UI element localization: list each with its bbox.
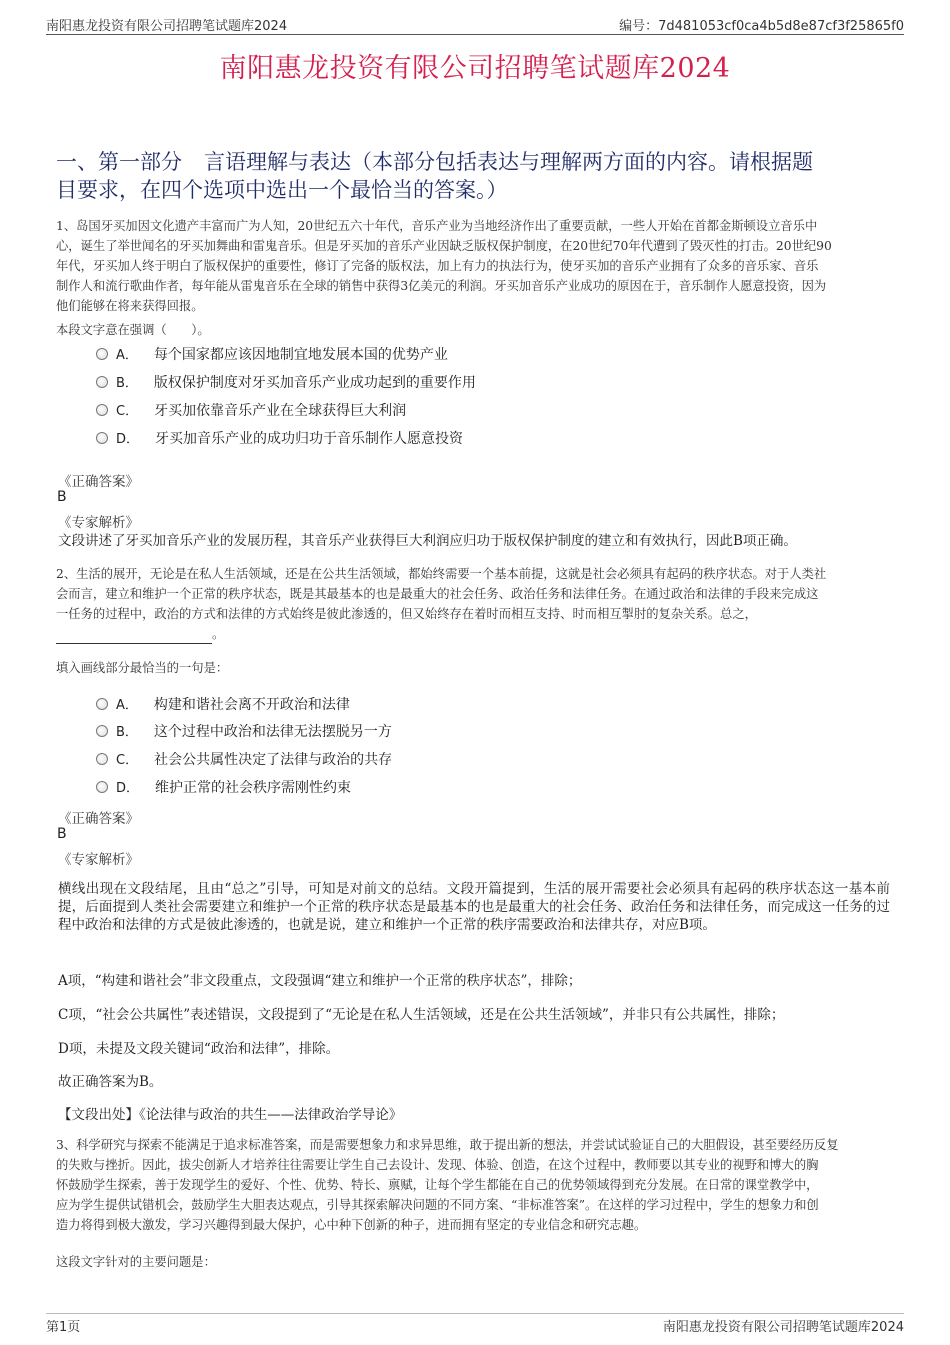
question-1-answer: B [57, 489, 67, 505]
analysis-point-a: A项，“构建和谐社会”非文段重点，文段强调“建立和维护一个正常的秩序状态”，排除； [58, 973, 582, 989]
option-text: 牙买加音乐产业的成功归功于音乐制作人愿意投资 [155, 431, 464, 447]
question-2-analysis: 横线出现在文段结尾，且由“总之”引导，可知是对前文的总结。文段开篇提到，生活的展开需要社会必须具有起码的秩序状态这一基本前提，后面提到人类社会需要建立和维护一个正常的秩序状态是最基本的也是最重大的社会任务、政治任务和法律任务，而完成这一任务的过程中政治和法律的方式是彼此渗透的，也就是说，建立和维护一个正常的秩序需要政治和法律共存，对应B项。 [58, 881, 890, 933]
passage-line: 一任务的过程中，政治的方式和法律的方式始终是彼此渗透的，但又始终存在着时而相互支持、时而相互掣肘的复杂关系。总之， [56, 607, 757, 621]
question-1-analysis-label: 《专家解析》 [58, 515, 139, 531]
question-2-answer: B [57, 826, 67, 842]
question-2-prompt: 填入画线部分最恰当的一句是： [56, 661, 229, 675]
option-text: 这个过程中政治和法律无法摆脱另一方 [153, 724, 392, 740]
passage-line: 年代，牙买加人终于明白了版权保护的重要性，修订了完备的版权法，加上有力的执法行为，使牙买加的音乐产业拥有了众多的音乐家、音乐 [56, 259, 819, 273]
section-number: 一、第一部分 [56, 150, 182, 174]
radio-button-icon[interactable] [96, 404, 108, 416]
question-1-option-d[interactable] [96, 428, 463, 450]
option-letter: B． [116, 376, 138, 391]
question-1-passage [56, 216, 888, 316]
question-1-analysis: 文段讲述了牙买加音乐产业的发展历程，其音乐产业获得巨大利润应归功于版权保护制度的建立和有效执行，因此B项正确。 [58, 533, 797, 549]
option-letter: C． [116, 753, 139, 768]
passage-line: 造力将得到极大激发，学习兴趣得到最大保护，心中种下创新的种子，进而拥有坚定的专业信念和研究志趣。 [56, 1218, 647, 1232]
question-1-prompt: 本段文字意在强调（ ）。 [56, 323, 210, 337]
section-text-line1: 言语理解与表达（本部分包括表达与理解两方面的内容。请根据题 [204, 150, 813, 174]
footer-doc-name: 南阳惠龙投资有限公司招聘笔试题库2024 [662, 1320, 904, 1335]
radio-button-icon[interactable] [96, 781, 108, 793]
option-letter: D． [116, 432, 140, 447]
question-3-prompt: 这段文字针对的主要问题是： [56, 1255, 216, 1269]
question-1-option-a[interactable] [96, 344, 448, 366]
option-letter: A． [116, 348, 138, 363]
option-text: 社会公共属性决定了法律与政治的共存 [154, 752, 393, 768]
question-2-analysis-label: 《专家解析》 [58, 852, 139, 868]
question-3-passage [56, 1135, 888, 1235]
option-letter: C． [116, 404, 139, 419]
passage-line: 3、科学研究与探索不能满足于追求标准答案，而是需要想象力和求异思维，敢于提出新的想法，并尝试试验证自己的大胆假设，甚至要经历反复 [56, 1138, 839, 1152]
question-2-answer-label: 《正确答案》 [58, 811, 139, 827]
running-footer [46, 1313, 904, 1336]
question-2-passage [56, 564, 888, 644]
question-2-option-a[interactable] [96, 694, 350, 716]
passage-source: 【文段出处】《论法律与政治的共生——法律政治学导论》 [58, 1107, 403, 1123]
question-1-answer-label: 《正确答案》 [58, 474, 139, 490]
radio-button-icon[interactable] [96, 753, 108, 765]
passage-line: 制作人和流行歌曲作者，每年能从雷鬼音乐在全球的销售中获得3亿美元的利润。牙买加音乐产业成功的原因在于，音乐制作人愿意投资，因为 [56, 279, 827, 293]
option-text: 构建和谐社会离不开政治和法律 [153, 697, 350, 713]
option-letter: B． [116, 725, 138, 740]
analysis-point-d: D项，未提及文段关键词“政治和法律”，排除。 [58, 1041, 340, 1057]
radio-button-icon[interactable] [96, 432, 108, 444]
passage-line [56, 624, 888, 644]
radio-button-icon[interactable] [96, 376, 108, 388]
passage-line: 1、岛国牙买加因文化遗产丰富而广为人知，20世纪五六十年代，音乐产业为当地经济作出了重要贡献，一些人开始在首都金斯顿设立音乐中 [56, 219, 818, 233]
question-2-option-c[interactable] [96, 749, 392, 771]
option-text: 版权保护制度对牙买加音乐产业成功起到的重要作用 [153, 375, 476, 391]
blank-end-punctuation: 。 [212, 627, 225, 641]
passage-line: 怀鼓励学生探索，善于发现学生的爱好、个性、优势、特长、禀赋，让每个学生都能在自己的优势领域得到充分发展。在日常的课堂教学中， [56, 1178, 819, 1192]
passage-line: 他们能够在将来获得回报。 [56, 299, 204, 313]
option-text: 每个国家都应该因地制宜地发展本国的优势产业 [153, 347, 448, 363]
section-text-line2: 目要求，在四个选项中选出一个最恰当的答案。） [56, 178, 508, 202]
passage-line: 2、生活的展开，无论是在私人生活领域，还是在公共生活领域，都始终需要一个基本前提，这就是社会必须具有起码的秩序状态。对于人类社 [56, 567, 827, 581]
radio-button-icon[interactable] [96, 348, 108, 360]
passage-line: 心，诞生了举世闻名的牙买加舞曲和雷鬼音乐。但是牙买加的音乐产业因缺乏版权保护制度，在20世纪70年代遭到了毁灭性的打击。20世纪90 [56, 239, 832, 253]
document-title: 南阳惠龙投资有限公司招聘笔试题库2024 [219, 53, 731, 84]
question-2-option-d[interactable] [96, 777, 351, 799]
option-text: 维护正常的社会秩序需刚性约束 [155, 780, 352, 796]
option-letter: D． [116, 781, 140, 796]
question-1-option-c[interactable] [96, 400, 406, 422]
analysis-conclusion: 故正确答案为B。 [58, 1074, 163, 1090]
running-header [46, 14, 904, 35]
passage-line: 会而言，建立和维护一个正常的秩序状态，既是其最基本的也是最重大的社会任务、政治任务和法律任务。在通过政治和法律的手段来完成这 [56, 587, 819, 601]
analysis-point-c: C项，“社会公共属性”表述错误，文段提到了“无论是在私人生活领域，还是在公共生活领域”，并非只有公共属性，排除； [58, 1007, 785, 1023]
option-letter: A． [116, 698, 138, 713]
radio-button-icon[interactable] [96, 698, 108, 710]
question-2-option-b[interactable] [96, 721, 392, 743]
passage-line: 的失败与挫折。因此，拔尖创新人才培养往往需要让学生自己去设计、发现、体验、创造，在这个过程中，教师要以其专业的视野和博大的胸 [56, 1158, 819, 1172]
question-1-option-b[interactable] [96, 372, 476, 394]
page-number: 第1页 [46, 1320, 81, 1335]
radio-button-icon[interactable] [96, 725, 108, 737]
header-doc-id: 编号：7d481053cf0ca4b5d8e87cf3f25865f0 [619, 19, 904, 34]
section-heading [56, 148, 890, 204]
passage-line: 应为学生提供试错机会，鼓励学生大胆表达观点，引导其探索解决问题的不同方案、“非标准答案”。在这样的学习过程中，学生的想象力和创 [56, 1198, 819, 1212]
header-doc-name: 南阳惠龙投资有限公司招聘笔试题库2024 [46, 19, 288, 34]
fill-blank-line [56, 631, 212, 644]
option-text: 牙买加依靠音乐产业在全球获得巨大利润 [154, 403, 407, 419]
